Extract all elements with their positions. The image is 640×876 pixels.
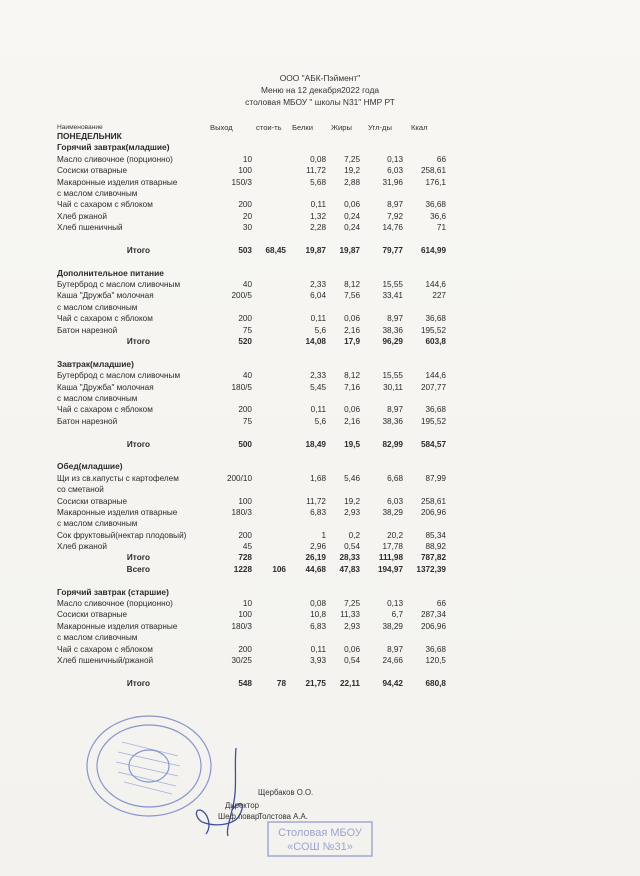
- item-carbs: 6,03: [387, 166, 403, 176]
- item-fat: 7,56: [344, 291, 360, 301]
- item-kcal: 85,34: [425, 530, 446, 540]
- table-row: [0, 473, 640, 484]
- table-row: [0, 290, 640, 301]
- section-title-text: Горячий завтрак(младшие): [57, 142, 170, 153]
- item-kcal: 787,82: [420, 553, 446, 563]
- col-cost: стои-ть: [256, 123, 282, 132]
- item-protein: 2,33: [310, 280, 326, 290]
- item-fat: 0,2: [348, 530, 360, 540]
- total-row: [0, 552, 640, 563]
- item-name: Бутерброд с маслом сливочным: [57, 280, 181, 290]
- item-name-cont: с маслом сливочным: [57, 633, 138, 643]
- director-label: Директор: [225, 801, 259, 810]
- item-name: Сосиски отварные: [57, 610, 128, 620]
- item-kcal: 195,52: [420, 325, 446, 335]
- item-protein: 1: [321, 530, 326, 540]
- item-name: Чай с сахаром с яблоком: [57, 405, 153, 415]
- item-name: Батон нарезной: [57, 416, 118, 426]
- table-row: [0, 382, 640, 393]
- item-output: 10: [242, 599, 252, 609]
- item-kcal: 144,6: [425, 371, 446, 381]
- item-fat: 19,87: [339, 245, 360, 255]
- item-carbs: 6,7: [391, 610, 403, 620]
- item-name: Сок фруктовый(нектар плодовый): [57, 530, 187, 540]
- item-fat: 0,24: [344, 223, 360, 233]
- spacer: [0, 666, 640, 677]
- item-output: 200: [238, 644, 252, 654]
- item-fat: 8,12: [344, 280, 360, 290]
- item-carbs: 8,97: [387, 314, 403, 324]
- item-protein: 2,33: [310, 371, 326, 381]
- director-name: Щербаков О.О.: [258, 788, 314, 797]
- item-protein: 6,83: [310, 507, 326, 517]
- item-protein: 0,11: [310, 314, 326, 324]
- item-protein: 1,68: [310, 473, 326, 483]
- table-row: [0, 165, 640, 176]
- item-protein: 0,08: [310, 154, 326, 164]
- table-row: [0, 655, 640, 666]
- item-carbs: 8,97: [387, 644, 403, 654]
- table-row-continuation: [0, 484, 640, 495]
- item-kcal: 36,68: [425, 405, 446, 415]
- item-name: Чай с сахаром с яблоком: [57, 644, 153, 654]
- item-output: 30: [242, 223, 252, 233]
- chef-name: Толстова А.А.: [258, 812, 308, 821]
- item-kcal: 88,92: [425, 542, 446, 552]
- item-output: 100: [238, 166, 252, 176]
- item-carbs: 14,76: [382, 223, 403, 233]
- item-name: Макаронные изделия отварные: [57, 507, 178, 517]
- svg-text:«СОШ №31»: «СОШ №31»: [287, 841, 353, 853]
- item-carbs: 6,68: [387, 473, 403, 483]
- item-carbs: 0,13: [387, 154, 403, 164]
- total-row: [0, 336, 640, 347]
- table-row: [0, 177, 640, 188]
- table-row: [0, 598, 640, 609]
- item-name: Бутерброд с маслом сливочным: [57, 371, 181, 381]
- item-carbs: 24,66: [382, 655, 403, 665]
- item-name-cont: с маслом сливочным: [57, 519, 138, 529]
- col-name: Наименование: [57, 124, 103, 131]
- item-output: 150/3: [231, 177, 252, 187]
- item-output: 1228: [233, 564, 252, 574]
- rect-stamp-icon: [267, 821, 373, 857]
- item-carbs: 0,13: [387, 599, 403, 609]
- table-row: [0, 609, 640, 620]
- item-fat: 7,25: [344, 599, 360, 609]
- item-name-cont: с маслом сливочным: [57, 393, 138, 403]
- item-fat: 0,06: [344, 314, 360, 324]
- spacer: [0, 347, 640, 358]
- item-cost: 78: [276, 678, 286, 688]
- item-name: Чай с сахаром с яблоком: [57, 314, 153, 324]
- item-output: 40: [242, 280, 252, 290]
- item-name: Масло сливочное (порционно): [57, 154, 173, 164]
- grand-total-row: [0, 564, 640, 575]
- item-name: Хлеб ржаной: [57, 542, 107, 552]
- item-output: 75: [242, 325, 252, 335]
- item-kcal: 680,8: [425, 678, 446, 688]
- item-carbs: 38,36: [382, 325, 403, 335]
- item-output: 180/3: [231, 507, 252, 517]
- item-name: Сосиски отварные: [57, 496, 128, 506]
- col-out: Выход: [210, 123, 233, 132]
- item-protein: 5,6: [314, 325, 326, 335]
- table-row: [0, 199, 640, 210]
- section-title-text: Завтрак(младшие): [57, 358, 134, 369]
- item-protein: 26,19: [305, 553, 326, 563]
- item-name: Хлеб ржаной: [57, 211, 107, 221]
- item-kcal: 206,96: [420, 507, 446, 517]
- total-label: Итого: [126, 337, 150, 347]
- total-row: [0, 439, 640, 450]
- item-protein: 0,08: [310, 599, 326, 609]
- item-name: Сосиски отварные: [57, 166, 128, 176]
- table-row-continuation: [0, 632, 640, 643]
- item-protein: 2,28: [310, 223, 326, 233]
- item-output: 10: [242, 154, 252, 164]
- table-row-continuation: [0, 518, 640, 529]
- table-row-continuation: [0, 302, 640, 313]
- item-protein: 1,32: [310, 211, 326, 221]
- table-row: [0, 404, 640, 415]
- col-kcal: Ккал: [411, 123, 428, 132]
- total-label: Итого: [126, 553, 150, 563]
- item-name: Батон нарезной: [57, 325, 118, 335]
- item-fat: 2,93: [344, 621, 360, 631]
- item-fat: 22,11: [339, 678, 360, 688]
- item-kcal: 87,99: [425, 473, 446, 483]
- item-name: Макаронные изделия отварные: [57, 621, 178, 631]
- item-output: 200: [238, 530, 252, 540]
- table-row: [0, 530, 640, 541]
- item-protein: 0,11: [310, 405, 326, 415]
- item-protein: 19,87: [305, 245, 326, 255]
- table-row: [0, 279, 640, 290]
- item-protein: 11,72: [306, 496, 326, 506]
- item-protein: 18,49: [305, 439, 326, 449]
- chef-label: Шеф повар: [218, 812, 260, 821]
- item-name-cont: с маслом сливочным: [57, 188, 138, 198]
- item-protein: 21,75: [305, 678, 326, 688]
- menu-table: [0, 131, 640, 689]
- item-output: 45: [242, 542, 252, 552]
- item-output: 75: [242, 416, 252, 426]
- section-title: [0, 359, 640, 370]
- item-carbs: 17,78: [382, 542, 403, 552]
- spacer: [0, 450, 640, 461]
- section-title: [0, 268, 640, 279]
- item-kcal: 36,68: [425, 644, 446, 654]
- item-protein: 5,68: [310, 177, 326, 187]
- item-carbs: 31,96: [382, 177, 403, 187]
- item-protein: 5,6: [314, 416, 326, 426]
- item-protein: 44,68: [305, 564, 326, 574]
- item-fat: 0,06: [344, 200, 360, 210]
- menu-date: Меню на 12 декабря2022 года: [260, 85, 379, 95]
- item-kcal: 1372,39: [416, 564, 446, 574]
- item-kcal: 36,6: [430, 211, 446, 221]
- item-name: Макаронные изделия отварные: [57, 177, 178, 187]
- item-carbs: 7,92: [387, 211, 403, 221]
- table-row: [0, 644, 640, 655]
- item-protein: 0,11: [310, 200, 326, 210]
- item-kcal: 227: [432, 291, 446, 301]
- item-kcal: 206,96: [420, 621, 446, 631]
- total-label: Итого: [126, 439, 150, 449]
- item-carbs: 94,42: [382, 678, 403, 688]
- item-kcal: 120,5: [425, 655, 446, 665]
- item-carbs: 33,41: [382, 291, 403, 301]
- item-name: Каша "Дружба" молочная: [57, 291, 154, 301]
- item-carbs: 38,36: [382, 416, 403, 426]
- total-label: Итого: [126, 245, 150, 255]
- item-carbs: 38,29: [382, 507, 403, 517]
- item-name: Хлеб пшеничный/ржаной: [57, 655, 154, 665]
- item-carbs: 38,29: [382, 621, 403, 631]
- spacer: [0, 234, 640, 245]
- item-carbs: 111,98: [378, 553, 403, 563]
- item-kcal: 66: [436, 154, 446, 164]
- item-protein: 5,45: [310, 382, 326, 392]
- table-row: [0, 325, 640, 336]
- table-row: [0, 496, 640, 507]
- spacer: [0, 575, 640, 586]
- item-output: 180/3: [231, 621, 252, 631]
- item-kcal: 584,57: [420, 439, 446, 449]
- item-output: 100: [238, 610, 252, 620]
- spacer: [0, 256, 640, 267]
- org-name: ООО "АБК-Пэймент": [279, 73, 361, 83]
- item-output: 40: [242, 371, 252, 381]
- item-fat: 8,12: [344, 371, 360, 381]
- day-label: ПОНЕДЕЛЬНИК: [57, 131, 122, 141]
- section-title-text: Горячий завтрак (старшие): [57, 586, 169, 597]
- item-fat: 19,2: [344, 496, 360, 506]
- item-output: 728: [238, 553, 252, 563]
- table-row-continuation: [0, 393, 640, 404]
- item-carbs: 8,97: [387, 405, 403, 415]
- item-output: 200: [238, 405, 252, 415]
- item-output: 180/5: [231, 382, 252, 392]
- table-row: [0, 211, 640, 222]
- item-protein: 14,08: [305, 337, 326, 347]
- item-name: Хлеб пшеничный: [57, 223, 123, 233]
- item-name: Чай с сахаром с яблоком: [57, 200, 153, 210]
- item-fat: 47,83: [339, 564, 360, 574]
- item-output: 548: [238, 678, 252, 688]
- item-output: 200: [238, 314, 252, 324]
- item-fat: 2,88: [344, 177, 360, 187]
- item-kcal: 287,34: [420, 610, 446, 620]
- item-name: Масло сливочное (порционно): [57, 599, 173, 609]
- table-row: [0, 507, 640, 518]
- item-carbs: 82,99: [382, 439, 403, 449]
- item-output: 520: [238, 337, 252, 347]
- item-kcal: 71: [436, 223, 446, 233]
- item-fat: 2,16: [344, 416, 360, 426]
- item-carbs: 79,77: [382, 245, 403, 255]
- item-fat: 2,93: [344, 507, 360, 517]
- table-row: [0, 621, 640, 632]
- item-name-cont: со сметаной: [57, 485, 104, 495]
- section-title: [0, 587, 640, 598]
- item-carbs: 15,55: [382, 280, 403, 290]
- item-fat: 0,06: [344, 405, 360, 415]
- item-carbs: 6,03: [387, 496, 403, 506]
- item-kcal: 258,61: [420, 496, 446, 506]
- item-carbs: 15,55: [382, 371, 403, 381]
- item-protein: 2,96: [310, 542, 326, 552]
- item-fat: 19,5: [344, 439, 360, 449]
- col-protein: Белки: [292, 123, 313, 132]
- item-carbs: 194,97: [377, 564, 403, 574]
- section-title: [0, 142, 640, 153]
- table-row: [0, 370, 640, 381]
- school-name: столовая МБОУ " школы N31" НМР РТ: [245, 97, 395, 107]
- item-fat: 7,25: [344, 154, 360, 164]
- total-row: [0, 245, 640, 256]
- item-fat: 0,24: [344, 211, 360, 221]
- item-output: 503: [238, 245, 252, 255]
- col-fat: Жиры: [331, 123, 352, 132]
- table-row: [0, 313, 640, 324]
- item-fat: 19,2: [344, 166, 360, 176]
- item-fat: 2,16: [344, 325, 360, 335]
- item-kcal: 36,68: [425, 200, 446, 210]
- item-fat: 0,06: [344, 644, 360, 654]
- item-protein: 10,8: [310, 610, 326, 620]
- item-kcal: 603,8: [425, 337, 446, 347]
- total-label: Итого: [126, 678, 150, 688]
- item-output: 100: [238, 496, 252, 506]
- item-kcal: 195,52: [420, 416, 446, 426]
- section-title: [0, 461, 640, 472]
- item-protein: 6,83: [310, 621, 326, 631]
- item-fat: 17,9: [344, 337, 360, 347]
- item-cost: 68,45: [265, 245, 286, 255]
- item-fat: 11,33: [340, 610, 360, 620]
- item-name-cont: с маслом сливочным: [57, 302, 138, 312]
- section-title-text: Дополнительное питание: [57, 267, 164, 278]
- item-protein: 0,11: [310, 644, 326, 654]
- item-kcal: 66: [436, 599, 446, 609]
- total-row: [0, 678, 640, 689]
- item-protein: 3,93: [310, 655, 326, 665]
- item-output: 200/5: [231, 291, 252, 301]
- table-row: [0, 541, 640, 552]
- item-kcal: 258,61: [420, 166, 446, 176]
- item-kcal: 614,99: [420, 245, 446, 255]
- item-carbs: 8,97: [387, 200, 403, 210]
- item-output: 30/25: [231, 655, 252, 665]
- section-title-text: Обед(младшие): [57, 461, 123, 472]
- item-fat: 28,33: [339, 553, 360, 563]
- item-kcal: 36,68: [425, 314, 446, 324]
- item-carbs: 20,2: [387, 530, 403, 540]
- item-carbs: 96,29: [382, 337, 403, 347]
- item-output: 200: [238, 200, 252, 210]
- item-kcal: 207,77: [420, 382, 446, 392]
- svg-text:Столовая МБОУ: Столовая МБОУ: [278, 827, 362, 839]
- item-output: 500: [238, 439, 252, 449]
- item-name: Щи из св.капусты с картофелем: [57, 473, 179, 483]
- table-row-continuation: [0, 188, 640, 199]
- item-kcal: 144,6: [425, 280, 446, 290]
- item-output: 200/10: [226, 473, 252, 483]
- table-row: [0, 154, 640, 165]
- item-fat: 7,16: [344, 382, 360, 392]
- item-cost: 106: [272, 564, 286, 574]
- table-row: [0, 416, 640, 427]
- spacer: [0, 427, 640, 438]
- item-fat: 0,54: [344, 655, 360, 665]
- signature-icon: [188, 740, 268, 840]
- item-fat: 5,46: [344, 473, 360, 483]
- item-kcal: 176,1: [425, 177, 446, 187]
- col-carb: Угл-ды: [368, 123, 392, 132]
- item-name: Каша "Дружба" молочная: [57, 382, 154, 392]
- item-protein: 6,04: [310, 291, 326, 301]
- document-header: [200, 72, 440, 108]
- table-row: [0, 222, 640, 233]
- total-label: Всего: [126, 564, 150, 574]
- item-protein: 11,72: [306, 166, 326, 176]
- item-carbs: 30,11: [383, 382, 403, 392]
- item-fat: 0,54: [344, 542, 360, 552]
- item-output: 20: [242, 211, 252, 221]
